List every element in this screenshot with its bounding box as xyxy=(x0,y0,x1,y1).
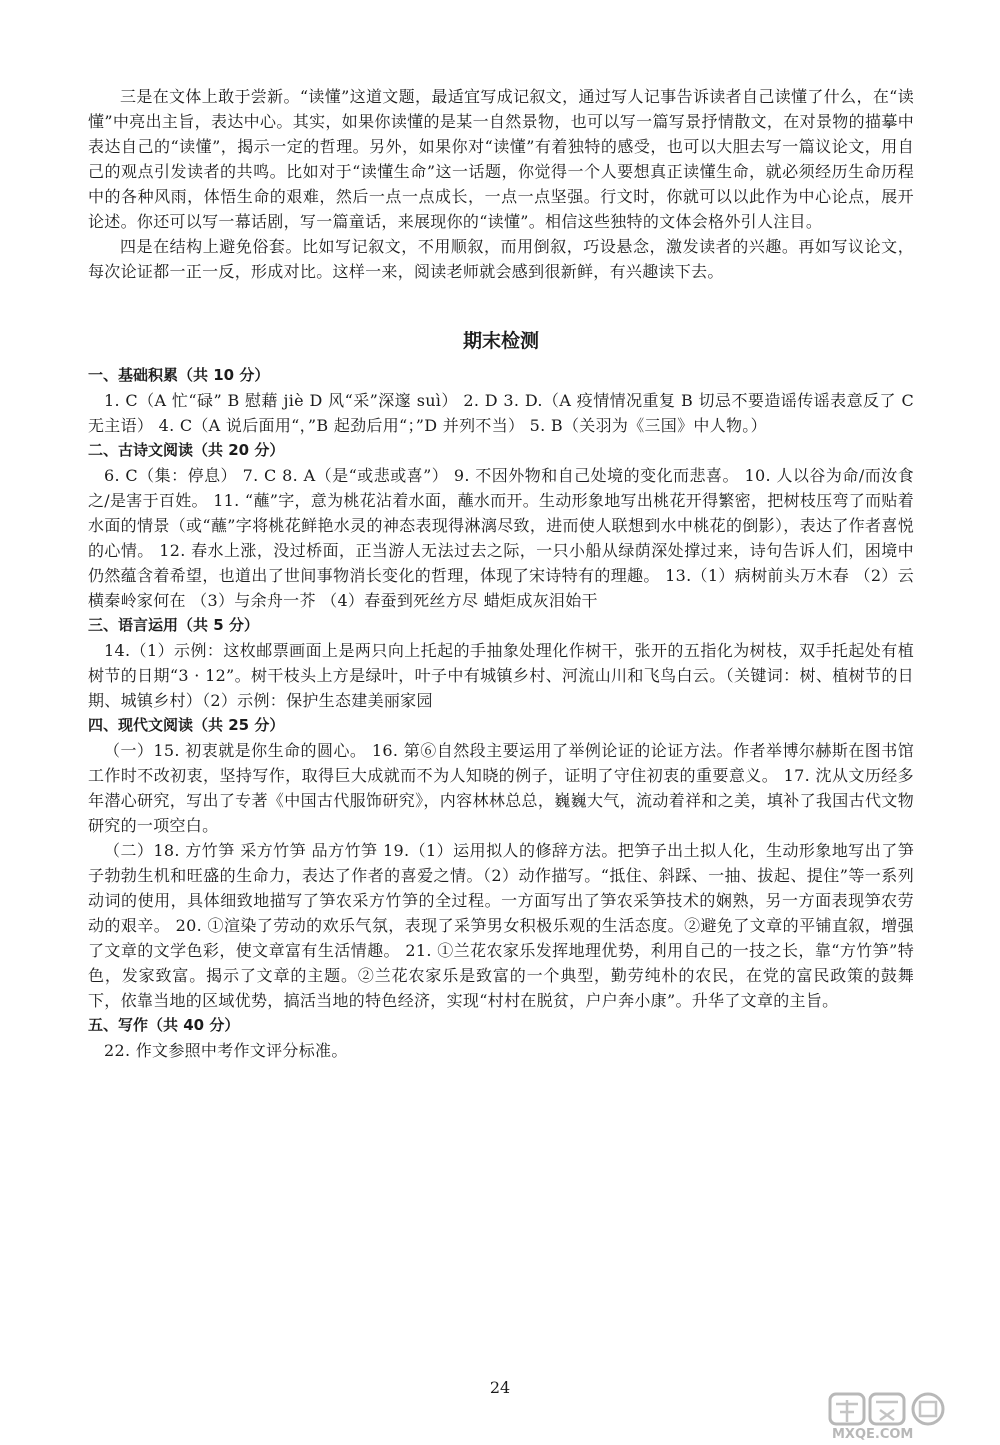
answer-paragraph: 6. C（集：停息） 7. C 8. A（是“或悲或喜”） 9. 不因外物和自己处境的变化而悲喜。 10. 人以谷为命/而汝食之/是害于百姓。 11. “蘸”字，意为桃花沾着水面，蘸水而开。生动形象地写出桃花开得繁密，把树枝压弯了而贴着水面的情景（或“蘸”字将桃花鲜艳水灵的神态表现得淋漓尽致，进而使人联想到水中桃花的倒影），表达了作者喜悦的心情。 12. 春水上涨，没过桥面，正当游人无法过去之际，一只小船从绿荫深处撑过来，诗句告诉人们，困境中仍然蕴含着希望，也道出了世间事物消长变化的哲理，体现了宋诗特有的理趣。 13.（1）病树前头万木春 （2）云横秦岭家何在 （3）与余舟一芥 （4）春蚕到死丝方尽 蜡炬成灰泪始干 xyxy=(88,466,914,610)
section-classical xyxy=(88,438,914,613)
page-number: 24 xyxy=(489,1378,511,1397)
section-heading: 二、古诗文阅读（共 20 分） xyxy=(88,441,285,459)
section-writing xyxy=(88,1013,914,1063)
section-language xyxy=(88,613,914,713)
answer-paragraph: 22. 作文参照中考作文评分标准。 xyxy=(104,1041,348,1060)
intro-paragraph-3: 三是在文体上敢于尝新。“读懂”这道文题，最适宜写成记叙文，通过写人记事告诉读者自己读懂了什么，在“读懂”中亮出主旨，表达中心。其实，如果你读懂的是某一自然景物，也可以写一篇写景抒情散文，在对景物的描摹中表达自己的“读懂”，揭示一定的哲理。另外，如果你对“读懂”有着独特的感受，也可以大胆去写一篇议论文，用自己的观点引发读者的共鸣。比如对于“读懂生命”这一话题，你觉得一个人要想真正读懂生命，就必须经历生命历程中的各种风雨，体悟生命的艰难，然后一点一点成长，一点一点坚强。行文时，你就可以以此作为中心论点，展开论述。你还可以写一幕话剧，写一篇童话，来展现你的“读懂”。相信这些独特的文体会格外引人注目。 xyxy=(88,87,914,231)
answer-paragraph: （一）15. 初衷就是你生命的圆心。 16. 第⑥自然段主要运用了举例论证的论证方法。作者举博尔赫斯在图书馆工作时不改初衷，坚持写作，取得巨大成就而不为人知晓的例子，证明了守住初衷的重要意义。 17. 沈从文历经多年潜心研究，写出了专著《中国古代服饰研究》，内容林林总总，巍巍大气，流动着祥和之美，填补了我国古代文物研究的一项空白。 xyxy=(88,741,914,835)
intro-paragraph-4: 四是在结构上避免俗套。比如写记叙文，不用顺叙，而用倒叙，巧设悬念，激发读者的兴趣。再如写议论文，每次论证都一正一反，形成对比。这样一来，阅读老师就会感到很新鲜，有兴趣读下去。 xyxy=(88,237,914,281)
watermark-url: MXQE.COM xyxy=(832,1427,914,1442)
section-modern xyxy=(88,713,914,1013)
section-basic xyxy=(88,363,914,438)
exam-title: 期末检测 xyxy=(462,330,539,352)
answer-paragraph: 1. C（A 忙“碌” B 慰藉 jiè D 风“采”深邃 suì） 2. D 3. D.（A 疫情情况重复 B 切忌不要造谣传谣表意反了 C 无主语） 4. C（A 说后面用“，”B 起劲后用“；”D 并列不当） 5. B（关羽为《三国》中人物。） xyxy=(88,391,914,435)
section-heading: 五、写作（共 40 分） xyxy=(88,1016,240,1034)
answer-paragraph: （二）18. 方竹笋 采方竹笋 品方竹笋 19.（1）运用拟人的修辞方法。把笋子出土拟人化，生动形象地写出了笋子勃勃生机和旺盛的生命力，表达了作者的喜爱之情。（2）动作描写。“抵住、斜踩、一抽、拔起、提住”等一系列动词的使用，具体细致地描写了笋农采方竹笋的全过程。一方面写出了笋农采笋技术的娴熟，另一方面表现笋农劳动的艰辛。 20. ①渲染了劳动的欢乐气氛，表现了采笋男女积极乐观的生活态度。②避免了文章的平铺直叙，增强了文章的文学色彩，使文章富有生活情趣。 21. ①兰花农家乐发挥地理优势，利用自己的一技之长，靠“方竹笋”特色，发家致富。揭示了文章的主题。②兰花农家乐是致富的一个典型，勤劳纯朴的农民，在党的富民政策的鼓舞下，依靠当地的区域优势，搞活当地的特色经济，实现“村村在脱贫，户户奔小康”。升华了文章的主旨。 xyxy=(88,841,914,1010)
section-heading: 四、现代文阅读（共 25 分） xyxy=(88,716,285,734)
section-heading: 一、基础积累（共 10 分） xyxy=(88,366,270,384)
section-heading: 三、语言运用（共 5 分） xyxy=(88,616,259,634)
watermark-logo xyxy=(828,1392,988,1442)
answer-paragraph: 14.（1）示例：这枚邮票画面上是两只向上托起的手抽象处理化作树干，张开的五指化为树枝，双手托起处有植树节的日期“3 · 12”。树干枝头上方是绿叶，叶子中有城镇乡村、河流山川和飞鸟白云。（关键词：树、植树节的日期、城镇乡村）（2）示例：保护生态建美丽家园 xyxy=(88,641,914,710)
page-content xyxy=(88,84,914,1063)
